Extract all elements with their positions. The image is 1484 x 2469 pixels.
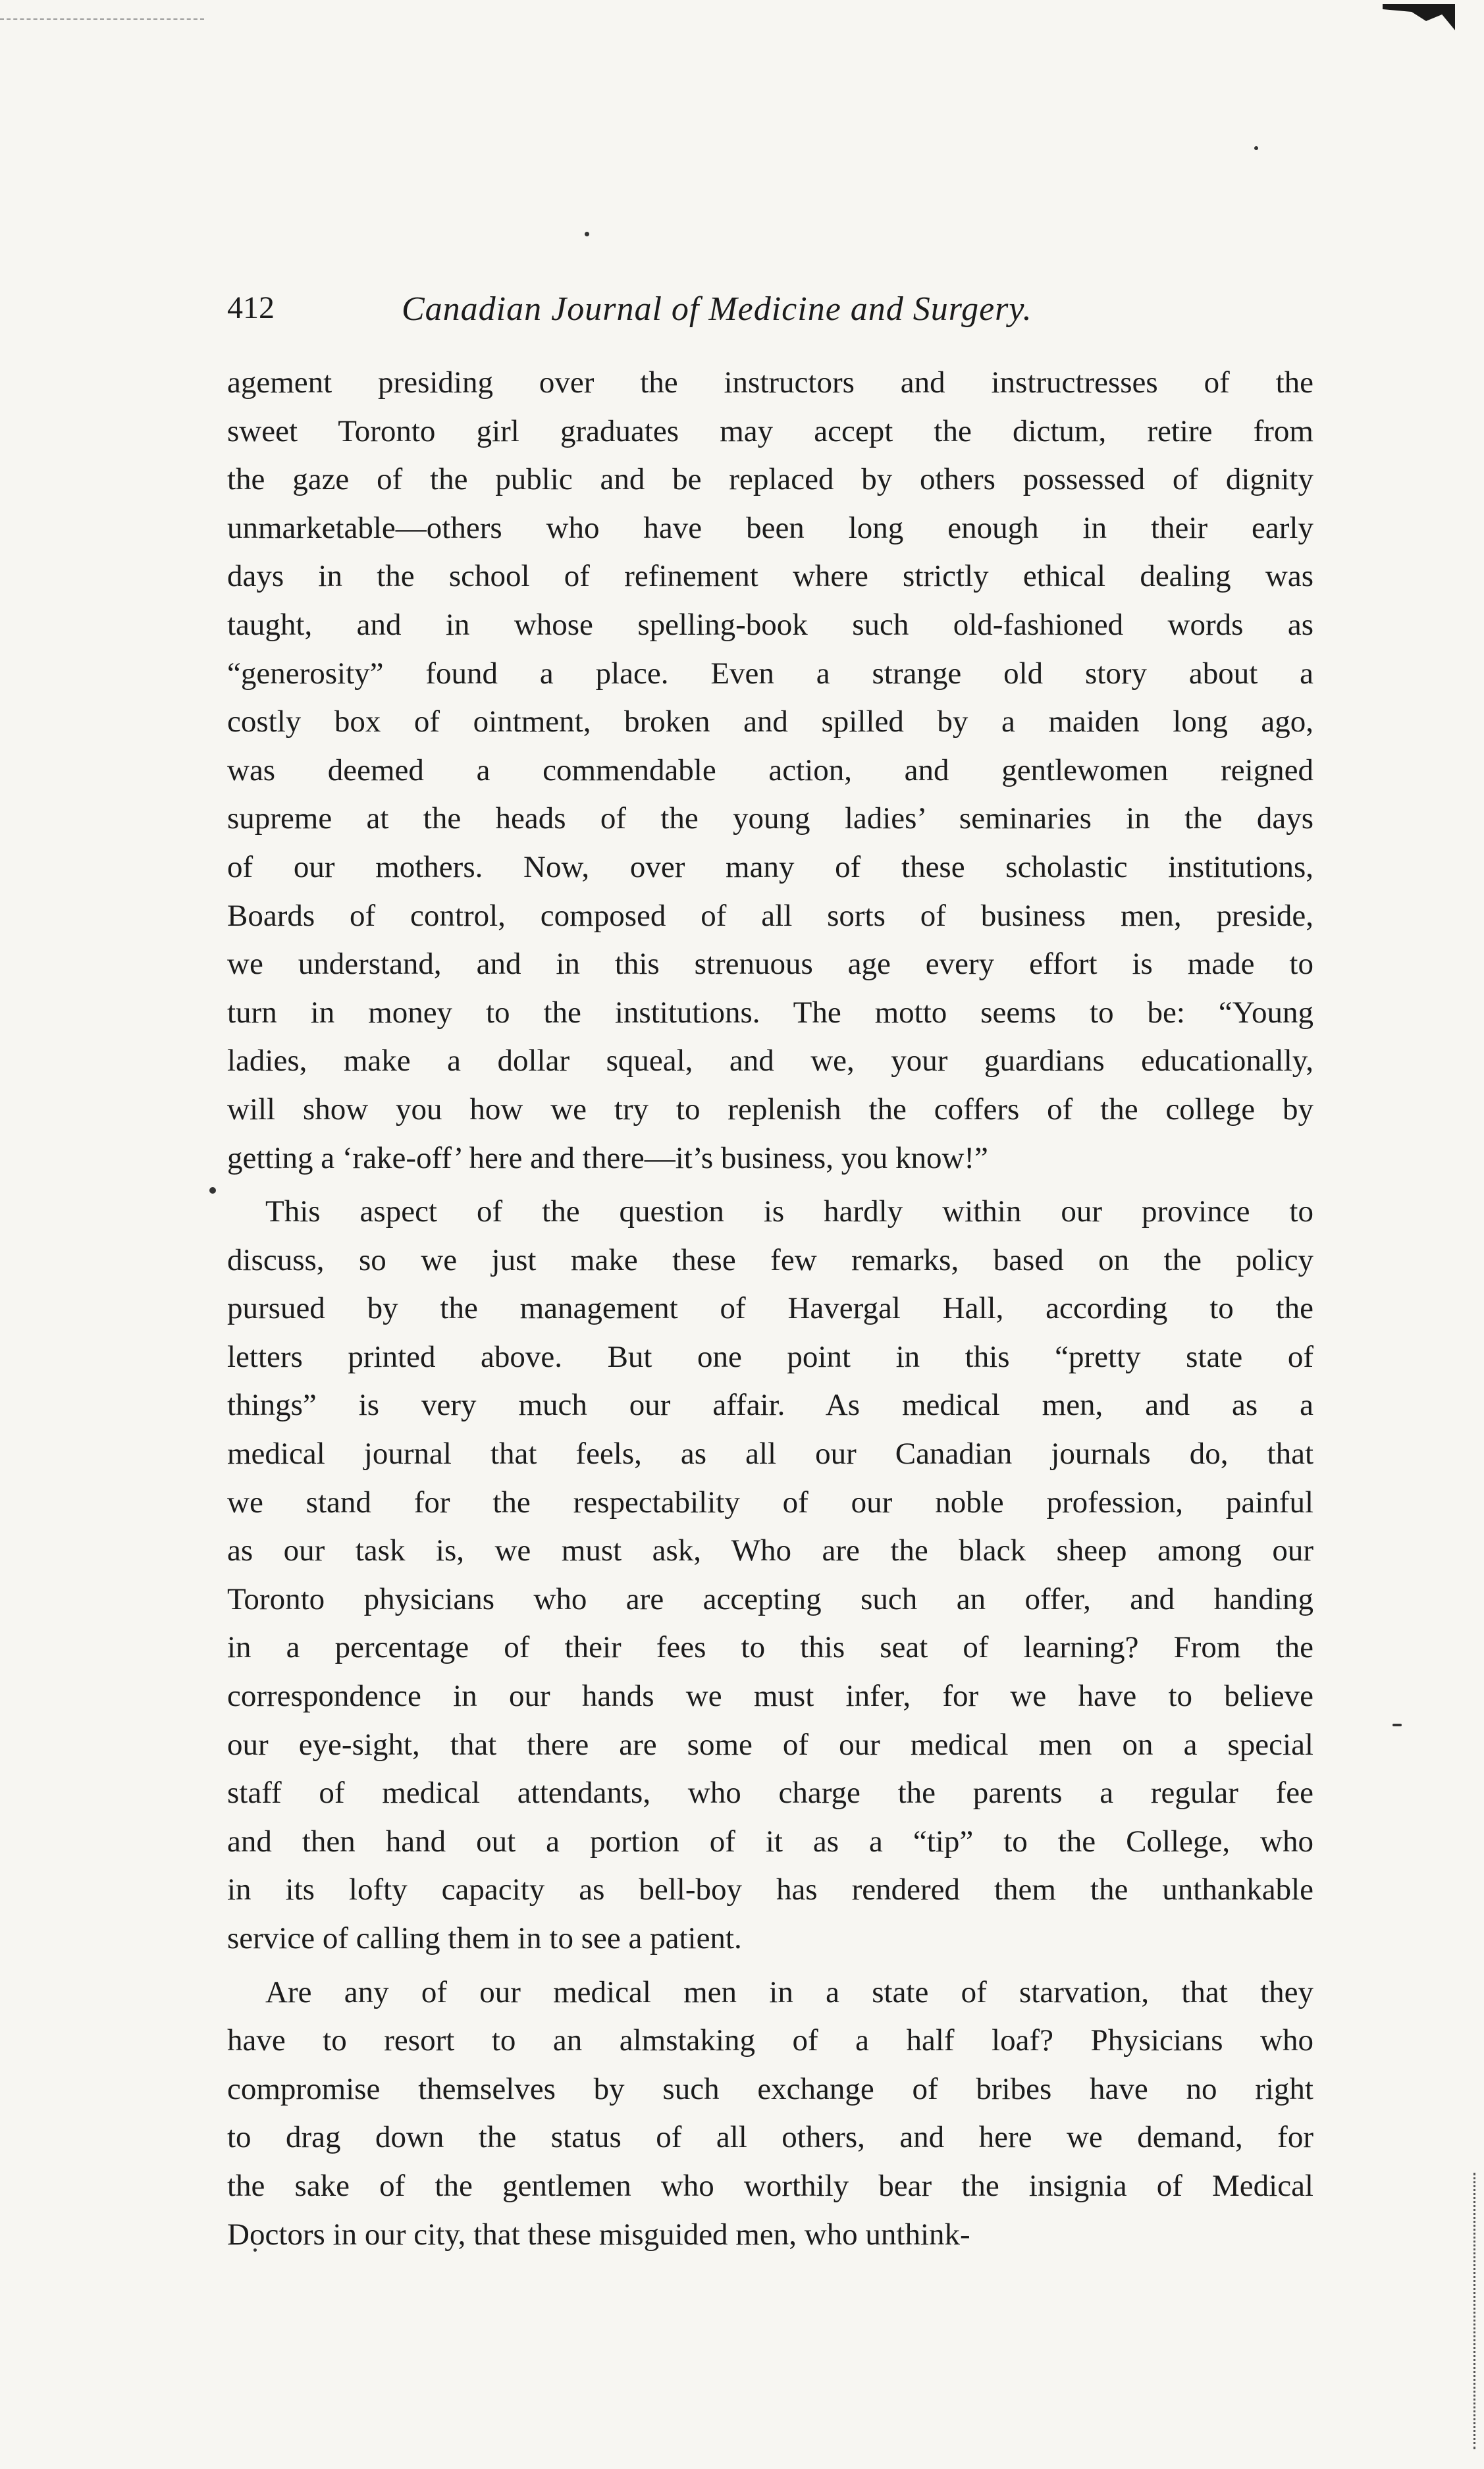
- paragraph-gap: [227, 1182, 1313, 1188]
- text-line: supreme at the heads of the young ladies’ seminaries in the days: [227, 801, 1313, 836]
- text-line: discuss, so we just make these few remarks, based on the policy: [227, 1242, 1313, 1277]
- text-line: as our task is, we must ask, Who are the black sheep among our: [227, 1533, 1313, 1568]
- text-line: things” is very much our affair. As medical men, and as a: [227, 1388, 1313, 1423]
- text-line: in a percentage of their fees to this seat of learning? From the: [227, 1630, 1313, 1665]
- scan-artifact-rule: [0, 18, 204, 20]
- text-line: medical journal that feels, as all our Canadian journals do, that: [227, 1437, 1313, 1472]
- text-line: turn in money to the institutions. The motto seems to be: “Young: [227, 995, 1313, 1030]
- text-line: days in the school of refinement where strictly ethical dealing was: [227, 559, 1313, 594]
- text-line: of our mothers. Now, over many of these scholastic institutions,: [227, 849, 1313, 884]
- text-line: to drag down the status of all others, and here we demand, for: [227, 2120, 1313, 2155]
- scan-artifact-blot: [1383, 4, 1455, 30]
- text-line: getting a ‘rake-off’ here and there—it’s business, you know!”: [227, 1140, 988, 1175]
- text-line: pursued by the management of Havergal Hall, according to the: [227, 1291, 1313, 1326]
- text-line: This aspect of the question is hardly within our province to: [265, 1194, 1313, 1229]
- article-body: [227, 359, 1313, 2259]
- text-line: Boards of control, composed of all sorts of business men, preside,: [227, 898, 1313, 933]
- text-line: compromise themselves by such exchange of bribes have no right: [227, 2071, 1313, 2106]
- text-line: letters printed above. But one point in this “pretty state of: [227, 1339, 1313, 1374]
- paragraph: [227, 1969, 1313, 2260]
- text-line: Toronto physicians who are accepting such an offer, and handing: [227, 1581, 1313, 1616]
- text-line: Doctors in our city, that these misguided men, who unthink-: [227, 2217, 970, 2252]
- text-line: the gaze of the public and be replaced by others possessed of dignity: [227, 462, 1313, 497]
- text-line: we understand, and in this strenuous age every effort is made to: [227, 947, 1313, 982]
- text-line: will show you how we try to replenish the coffers of the college by: [227, 1092, 1313, 1127]
- text-line: sweet Toronto girl graduates may accept the dictum, retire from: [227, 413, 1313, 448]
- text-line: unmarketable—others who have been long enough in their early: [227, 510, 1313, 545]
- text-line: taught, and in whose spelling-book such old-fashioned words as: [227, 607, 1313, 642]
- text-line: the sake of the gentlemen who worthily bear the insignia of Medical: [227, 2168, 1313, 2203]
- page-number: 412: [227, 290, 275, 325]
- text-line: and then hand out a portion of it as a “tip” to the College, who: [227, 1824, 1313, 1859]
- scan-artifact-edge: [1473, 2173, 1475, 2449]
- scan-speck: [585, 232, 589, 236]
- paragraph: [227, 359, 1313, 1182]
- running-header: [227, 290, 1307, 336]
- paragraph: [227, 1188, 1313, 1963]
- scan-speck: [209, 1187, 216, 1194]
- text-line: service of calling them in to see a patient.: [227, 1921, 742, 1955]
- scan-speck: [1254, 146, 1258, 150]
- text-line: Are any of our medical men in a state of starvation, that they: [265, 1975, 1313, 2009]
- scan-speck: [1392, 1724, 1402, 1726]
- text-line: costly box of ointment, broken and spilled by a maiden long ago,: [227, 704, 1313, 739]
- journal-title: Canadian Journal of Medicine and Surgery.: [402, 290, 1032, 328]
- text-line: ladies, make a dollar squeal, and we, your guardians educationally,: [227, 1044, 1313, 1078]
- text-line: have to resort to an almstaking of a half loaf? Physicians who: [227, 2023, 1313, 2058]
- paragraph-gap: [227, 1963, 1313, 1969]
- text-line: staff of medical attendants, who charge the parents a regular fee: [227, 1776, 1313, 1811]
- text-line: was deemed a commendable action, and gentlewomen reigned: [227, 753, 1313, 787]
- text-line: correspondence in our hands we must infer, for we have to believe: [227, 1679, 1313, 1714]
- text-line: in its lofty capacity as bell-boy has rendered them the unthankable: [227, 1872, 1313, 1907]
- text-line: agement presiding over the instructors and instructresses of the: [227, 365, 1313, 400]
- text-line: “generosity” found a place. Even a strange old story about a: [227, 656, 1313, 691]
- text-line: we stand for the respectability of our noble profession, painful: [227, 1485, 1313, 1520]
- text-line: our eye-sight, that there are some of our medical men on a special: [227, 1727, 1313, 1762]
